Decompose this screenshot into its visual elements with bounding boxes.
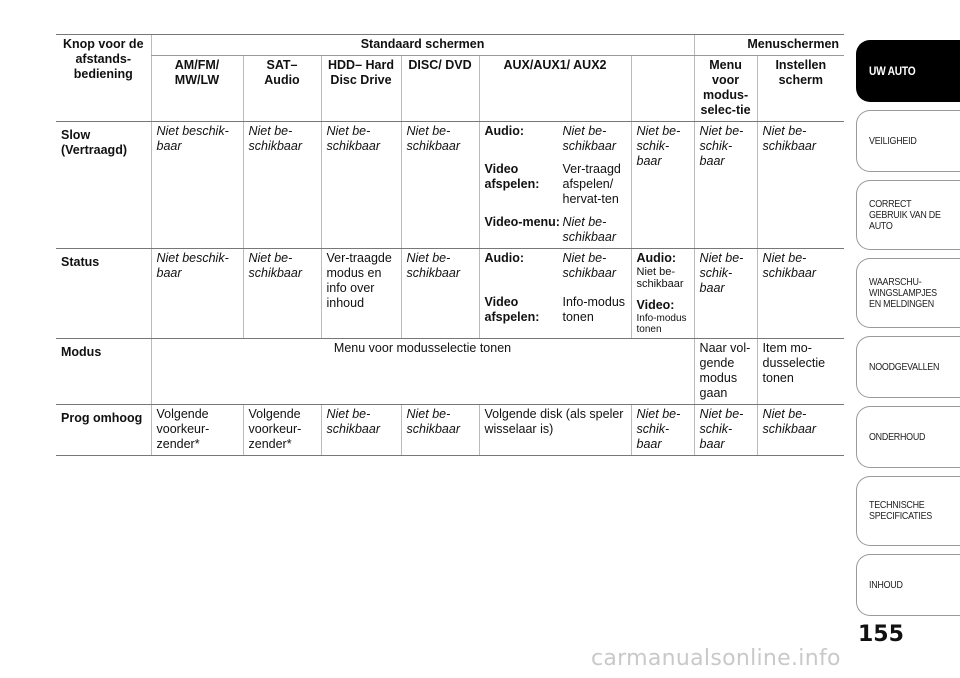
header-row-sources bbox=[56, 56, 844, 122]
cell-menu: Niet be-schik-baar bbox=[694, 405, 757, 456]
page-number: 155 bbox=[858, 622, 904, 647]
header-aux: AUX/AUX1/ AUX2 bbox=[479, 56, 631, 122]
tab-label: TECHNISCHE SPECIFICATIES bbox=[869, 499, 932, 522]
pair-key: Video-menu: bbox=[484, 215, 560, 229]
header-aux-blank bbox=[631, 56, 694, 122]
tab-label: INHOUD bbox=[869, 578, 903, 591]
header-settings: Instellen scherm bbox=[757, 56, 844, 122]
tab-veiligheid[interactable] bbox=[856, 110, 960, 172]
pair-value: Info-modus tonen bbox=[562, 295, 626, 324]
cell-am: Niet beschik-baar bbox=[151, 122, 243, 249]
aux2-video-value: Info-modus tonen bbox=[636, 313, 687, 335]
cell-hdd: Ver-traagde modus en info over inhoud bbox=[321, 249, 401, 339]
row-prog bbox=[56, 405, 844, 456]
tab-waarschuwingslampjes[interactable] bbox=[856, 258, 960, 328]
header-disc-dvd: DISC/ DVD bbox=[401, 56, 479, 122]
tab-label: CORRECT GEBRUIK VAN DE AUTO bbox=[869, 197, 941, 232]
cell-sat: Niet be-schikbaar bbox=[243, 249, 321, 339]
header-remote-button: Knop voor de afstands-bediening bbox=[56, 35, 151, 122]
pair-value: Niet be-schikbaar bbox=[562, 124, 616, 153]
tab-onderhoud[interactable] bbox=[856, 406, 960, 468]
pair-value: Niet be-schikbaar bbox=[562, 251, 616, 280]
cell-aux2: Niet be-schik-baar bbox=[631, 405, 694, 456]
cell-aux: Volgende disk (als speler wisselaar is) bbox=[479, 405, 631, 456]
header-row-groups bbox=[56, 35, 844, 56]
cell-sat: Niet be-schikbaar bbox=[243, 122, 321, 249]
tab-label: NOODGEVALLEN bbox=[869, 360, 940, 373]
tab-label: ONDERHOUD bbox=[869, 430, 926, 443]
cell-aux2: Niet be-schik-baar bbox=[631, 122, 694, 249]
cell-disc: Niet be-schikbaar bbox=[401, 122, 479, 249]
cell-menu: Niet be-schik-baar bbox=[694, 122, 757, 249]
watermark-text: carmanualsonline.info bbox=[591, 646, 841, 671]
cell-aux bbox=[479, 122, 631, 249]
header-hdd: HDD– Hard Disc Drive bbox=[321, 56, 401, 122]
tab-label: VEILIGHEID bbox=[869, 134, 917, 147]
row-label: Status bbox=[56, 249, 151, 339]
cell-hdd: Niet be-schikbaar bbox=[321, 405, 401, 456]
row-slow bbox=[56, 122, 844, 249]
cell-disc: Niet be-schikbaar bbox=[401, 249, 479, 339]
cell-aux bbox=[479, 249, 631, 339]
controls-table bbox=[56, 34, 844, 456]
row-modus bbox=[56, 339, 844, 405]
cell-menu: Naar vol-gende modus gaan bbox=[694, 339, 757, 405]
cell-mode-span: Menu voor modusselectie tonen bbox=[151, 339, 694, 405]
cell-hdd: Niet be-schikbaar bbox=[321, 122, 401, 249]
tab-uw-auto[interactable] bbox=[856, 40, 960, 102]
row-label: Slow (Vertraagd) bbox=[56, 122, 151, 249]
pair-key: Video afspelen: bbox=[484, 295, 540, 324]
tab-noodgevallen[interactable] bbox=[856, 336, 960, 398]
cell-menu: Niet be-schik-baar bbox=[694, 249, 757, 339]
tab-inhoud[interactable] bbox=[856, 554, 960, 616]
cell-aux2 bbox=[631, 249, 694, 339]
header-standard-screens: Standaard schermen bbox=[151, 35, 694, 56]
header-mode-menu: Menu voor modus-selec-tie bbox=[694, 56, 757, 122]
cell-am: Niet beschik-baar bbox=[151, 249, 243, 339]
aux2-audio-key: Audio: bbox=[636, 251, 677, 265]
tab-label: WAARSCHU-WINGSLAMPJES EN MELDINGEN bbox=[869, 275, 937, 310]
header-sat-audio: SAT– Audio bbox=[243, 56, 321, 122]
cell-am: Volgende voorkeur-zender* bbox=[151, 405, 243, 456]
cell-settings: Item mo-dusselectie tonen bbox=[757, 339, 844, 405]
tab-technische-specificaties[interactable] bbox=[856, 476, 960, 546]
cell-disc: Niet be-schikbaar bbox=[401, 405, 479, 456]
pair-key: Audio: bbox=[484, 251, 525, 265]
pair-value: Ver-traagd afspelen/ hervat-ten bbox=[562, 162, 621, 206]
cell-settings: Niet be-schikbaar bbox=[757, 405, 844, 456]
pair-key: Video afspelen: bbox=[484, 162, 540, 191]
tab-correct-gebruik[interactable] bbox=[856, 180, 960, 250]
tab-label: UW AUTO bbox=[869, 63, 916, 78]
header-menu-screens: Menuschermen bbox=[694, 35, 844, 56]
cell-settings: Niet be-schikbaar bbox=[757, 249, 844, 339]
header-am-fm: AM/FM/ MW/LW bbox=[151, 56, 243, 122]
aux2-video-key: Video: bbox=[636, 298, 675, 312]
pair-key: Audio: bbox=[484, 124, 525, 138]
row-label: Prog omhoog bbox=[56, 405, 151, 456]
pair-value: Niet be-schikbaar bbox=[562, 215, 616, 244]
row-status bbox=[56, 249, 844, 339]
row-label: Modus bbox=[56, 339, 151, 405]
aux2-audio-value: Niet be-schikbaar bbox=[636, 266, 684, 290]
cell-settings: Niet be-schikbaar bbox=[757, 122, 844, 249]
cell-sat: Volgende voorkeur-zender* bbox=[243, 405, 321, 456]
